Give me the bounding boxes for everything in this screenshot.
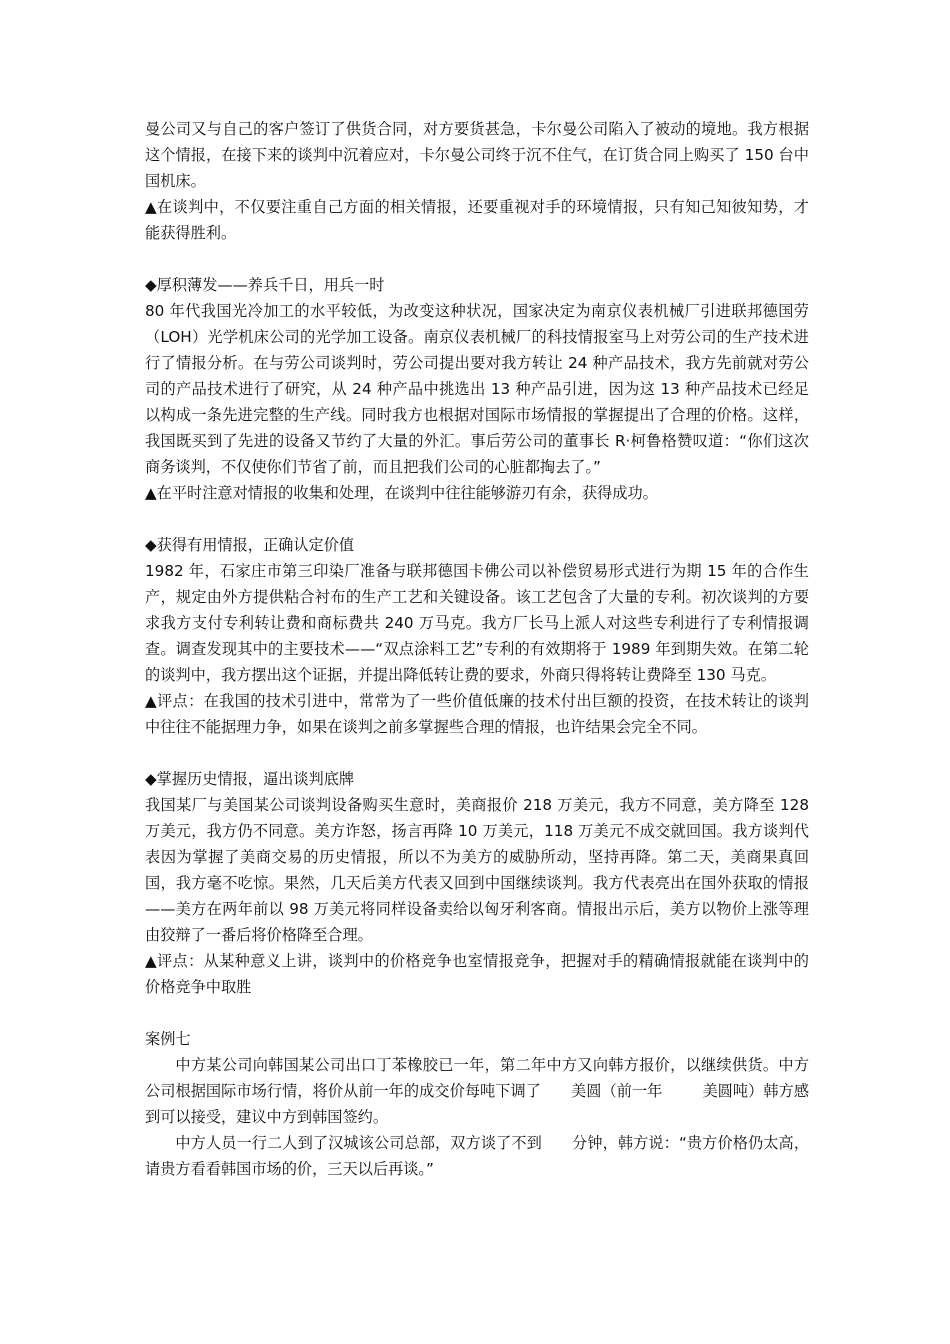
section3-body: 1982 年，石家庄市第三印染厂准备与联邦德国卡佛公司以补偿贸易形式进行为期 15 年的合作生产，规定由外方提供粘合衬布的生产工艺和关键设备。该工艺包含了大量的专利。初次谈判的方要求我方支付专利转让费和商标费共 240 万马克。我方厂长马上派人对这些专利进行了专利情报调查。调查发现其中的主要技术——“双点涂料工艺”专利的有效期将于 1989 年到期失效。在第二轮的谈判中，我方摆出这个证据，并提出降低转让费的要求，外商只得将转让费降至 130 马克。 — [145, 562, 809, 684]
section4-body: 我国某厂与美国某公司谈判设备购买生意时，美商报价 218 万美元，我方不同意，美方降至 128 万美元，我方仍不同意。美方诈怒，扬言再降 10 万美元，118 万美元不成交就回国。我方谈判代表因为掌握了美商交易的历史情报，所以不为美方的威胁所动，坚持再降。第二天，美商果真回国，我方毫不吃惊。果然，几天后美方代表又回到中国继续谈判。我方代表亮出在国外获取的情报——美方在两年前以 98 万美元将同样设备卖给以匈牙利客商。情报出示后，美方以物价上涨等理由狡辩了一番后将价格降至合理。 — [145, 796, 809, 944]
section2-body: 80 年代我国光冷加工的水平较低，为改变这种状况，国家决定为南京仪表机械厂引进联邦德国劳（LOH）光学机床公司的光学加工设备。南京仪表机械厂的科技情报室马上对劳公司的生产技术进行了情报分析。在与劳公司谈判时，劳公司提出要对我方转让 24 种产品技术，我方先前就对劳公司的产品技术进行了研究，从 24 种产品中挑选出 13 种产品引进，因为这 13 种产品技术已经足以构成一条先进完整的生产线。同时我方也根据对国际市场情报的掌握提出了合理的价格。这样，我国既买到了先进的设备又节约了大量的外汇。事后劳公司的董事长 R·柯鲁格赞叹道：“你们这次商务谈判，不仅使你们节省了前，而且把我们公司的心脏都掏去了。” — [145, 302, 809, 476]
case-p2-part-a: 中方人员一行二人到了汉城该公司总部，双方谈了不到 — [175, 1134, 542, 1152]
document-page — [145, 116, 809, 1182]
section4-note: ▲评点：从某种意义上讲，谈判中的价格竞争也室情报竞争，把握对手的精确情报就能在谈判中的价格竞争中取胜 — [145, 952, 809, 996]
spacer — [145, 506, 809, 532]
section1-body: 曼公司又与自己的客户签订了供货合同，对方要货甚急，卡尔曼公司陷入了被动的境地。我方根据这个情报，在接下来的谈判中沉着应对，卡尔曼公司终于沉不住气，在订货合同上购买了 150 台中国机床。 — [145, 120, 809, 190]
case-paragraph-2 — [145, 1130, 809, 1182]
spacer — [145, 246, 809, 272]
case-p1-part-c: 美圆吨）韩方感到可以接受，建议中方到韩国签约。 — [145, 1082, 810, 1126]
case-p1-part-a: 中方某公司向韩国某公司出口丁苯橡胶已一年，第二年中方又向韩方报价，以继续供货。中方公司根据国际市场行情，将价从前一年的成交价每吨下调了 — [145, 1056, 809, 1100]
spacer — [145, 1000, 809, 1026]
section2-heading: ◆厚积薄发——养兵千日，用兵一时 — [145, 276, 385, 294]
section2-note: ▲在平时注意对情报的收集和处理，在谈判中往往能够游刃有余，获得成功。 — [145, 484, 658, 502]
section4-heading: ◆掌握历史情报，逼出谈判底牌 — [145, 770, 355, 788]
spacer — [145, 740, 809, 766]
case-p2-part-b: 分钟，韩方说：“贵方价格仍太高，请贵方看看韩国市场的价，三天以后再谈。” — [145, 1134, 810, 1178]
section1-note: ▲在谈判中，不仅要注重自己方面的相关情报，还要重视对手的环境情报，只有知己知彼知势，才能获得胜利。 — [145, 198, 809, 242]
section3-heading: ◆获得有用情报，正确认定价值 — [145, 536, 355, 554]
case-p1-part-b: 美圆（前一年 — [570, 1082, 663, 1100]
case-paragraph-1 — [145, 1052, 809, 1130]
case-heading: 案例七 — [145, 1030, 191, 1048]
section3-note: ▲评点：在我国的技术引进中，常常为了一些价值低廉的技术付出巨额的投资，在技术转让的谈判中往往不能据理力争，如果在谈判之前多掌握些合理的情报，也许结果会完全不同。 — [145, 692, 809, 736]
